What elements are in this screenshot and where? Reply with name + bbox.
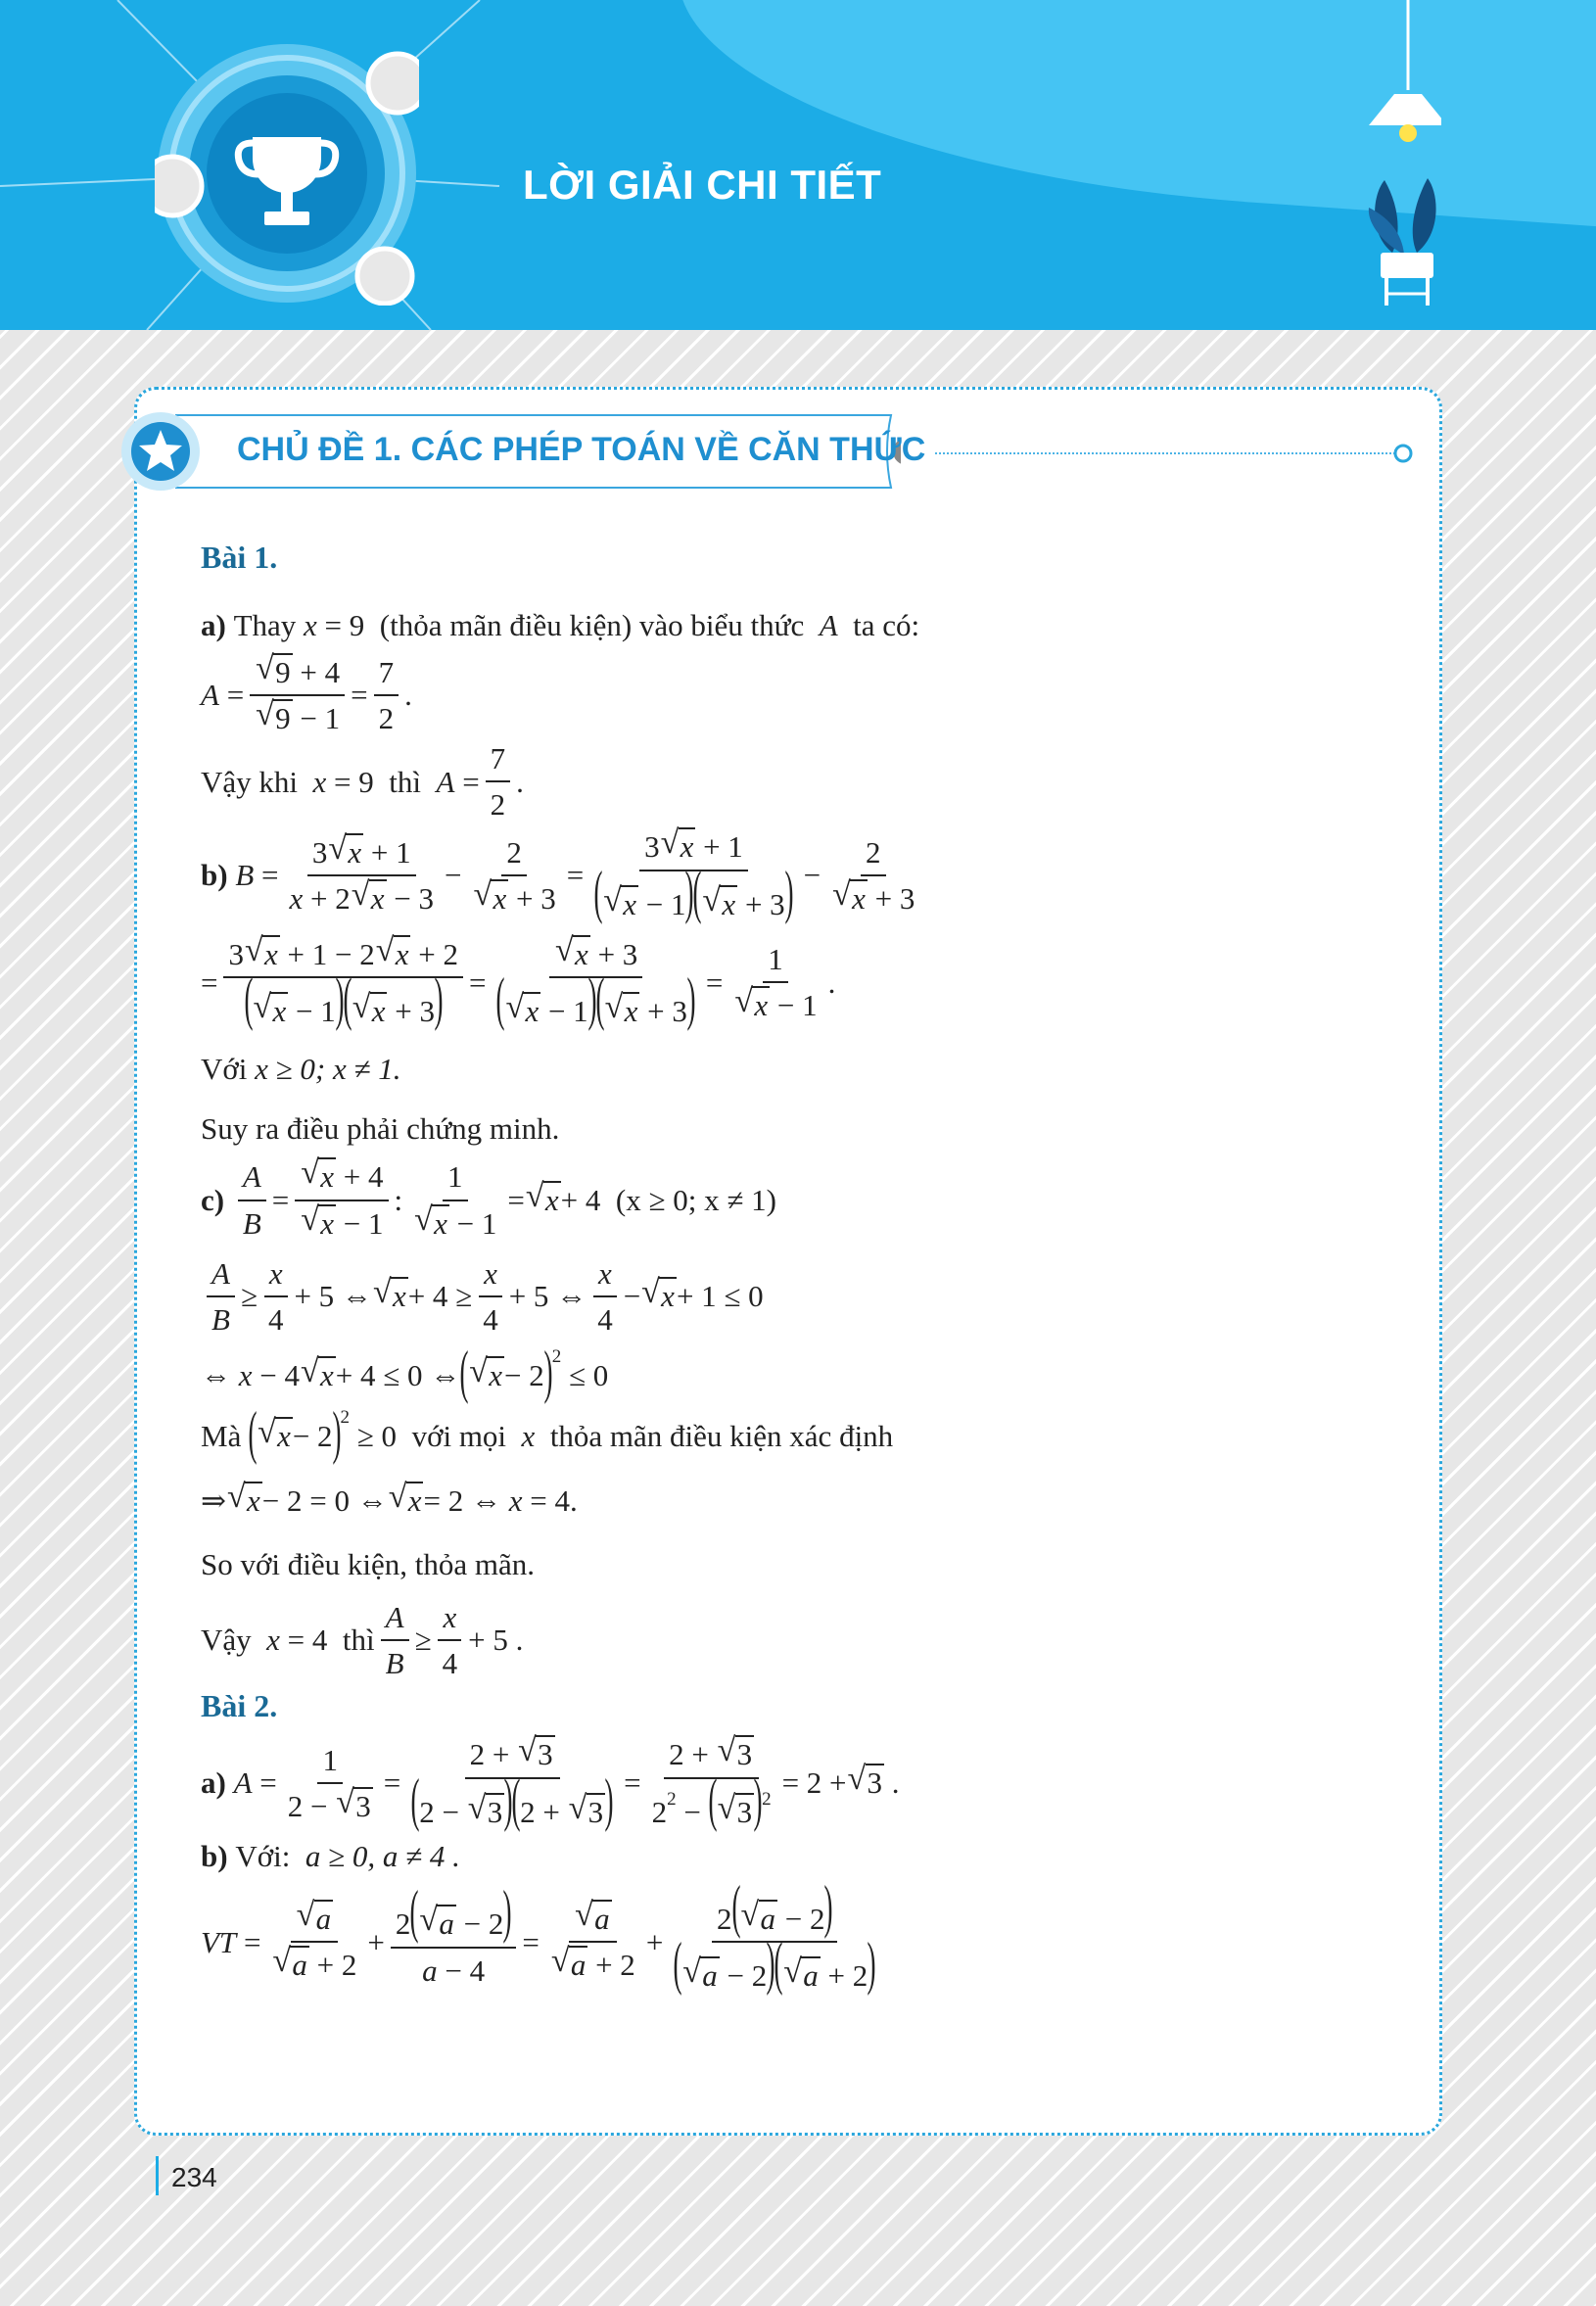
part-label: b) (201, 858, 228, 893)
exercise-title: Bài 1. (201, 540, 278, 575)
plant-icon (1363, 174, 1451, 311)
condition: (x ≥ 0; x ≠ 1) (615, 1183, 776, 1218)
equation: ⇔ x − 4 √ x + 4 ≤ 0 ⇔ ( √ x − 2 ) 2 ≤ 0 (201, 1355, 1385, 1394)
topic-divider (935, 452, 1395, 454)
exercise-title: Bài 2. (201, 1687, 278, 1723)
solution-content (201, 529, 1385, 1997)
part-label: c) (201, 1183, 225, 1218)
equation: A = √ 9 + 4 √ 9 − 1 = $\frac{7}{2}$ . (201, 654, 1385, 736)
text: thì (389, 764, 421, 799)
condition-line (201, 1051, 1385, 1087)
page-header (0, 0, 1596, 330)
lamp-icon (1343, 0, 1441, 157)
text: Vậy (201, 1623, 252, 1658)
text-line: So với điều kiện, thỏa mãn. (201, 1547, 535, 1582)
equation: = $\frac{3√ x + 1 - 2√ x + 2}{(√ x - 1)(√ x + 3)}$ = √ $\frac{x + 3}{(√ x - 1)(√ x + 3)}$ = 1 √ x − 1 . (201, 936, 1385, 1029)
condition-line (201, 1838, 1385, 1874)
text: Thay (233, 608, 297, 643)
condition: x ≥ 0; x ≠ 1. (255, 1052, 401, 1087)
equation: b) B = $\frac{3√ x + 1}{x + 2√ x - 3}$ − 2 √ x + 3 = $\frac{3√ x + 1}{(√ x - 1)(√ x + 3)}$ − 2 √ x + 3 (201, 828, 1385, 921)
part-label: a) (201, 608, 226, 643)
part-label: b) (201, 1838, 228, 1873)
equation: a) A = $\frac{1}{2 - √ 3}$ = $\frac{2 + √ 3}{(2 - √ 3)(2 + √ 3)}$ = $\frac{2 + √ 3}{2^2 - (√ 3)^2}$ = 2 + √ 3 . (201, 1736, 1385, 1829)
condition: a ≥ 0, a ≠ 4 . (305, 1838, 460, 1873)
text: Mà (201, 1418, 242, 1453)
equation: ⇒ √ x − 2 = 0 ⇔ √ x = 2 ⇔ x = 4. (201, 1482, 1385, 1519)
equation: c) $\frac{A}{B}$ = √ x + 4 √ x − 1 : 1 √ x − 1 = √ x + 4 (x ≥ 0; x ≠ 1) (201, 1158, 1385, 1241)
text: thì (342, 1623, 375, 1658)
text: Với: (235, 1838, 291, 1873)
equation: $\frac{A}{B}$ ≥ $\frac{x}{4}$ + 5 ⇔ √ x + 4 ≥ $\frac{x}{4}$ + 5 ⇔ $\frac{x}{4}$ − √ x + 1 ≤ 0 (201, 1255, 1385, 1338)
text: thỏa mãn điều kiện xác định (549, 1418, 894, 1453)
topic-label: CHỦ ĐỀ 1. CÁC PHÉP TOÁN VỀ CĂN THỨC (237, 431, 926, 468)
page-title: LỜI GIẢI CHI TIẾT (523, 162, 882, 208)
text: (thỏa mãn điều kiện) vào biểu thức (379, 608, 805, 643)
page-number-bar (156, 2156, 159, 2195)
equation: Mà ( √ x − 2 ) 2 ≥ 0 với mọi x thỏa mãn điều kiện xác định (201, 1416, 1385, 1455)
text: Vậy khi (201, 764, 299, 799)
equation: Vậy khi x = 9 thì A = $\frac{7}{2}$ . (201, 740, 524, 823)
equation: VT = √ a √ a + 2 + $\frac{2(√ a - 2)}{a - 4}$ = √ a √ a + 2 + $\frac{2(√ a - 2)}{(√ a - 2)(√ a + 2)}$ (201, 1890, 1385, 1994)
trophy-badge-icon (155, 41, 419, 306)
equation: Vậy x = 4 thì $\frac{A}{B}$ ≥ $\frac{x}{4}$ + 5 . (201, 1599, 524, 1680)
part-label: a) (201, 1765, 226, 1801)
topic-end-circle-icon (1392, 443, 1414, 464)
bai1-a-statement: a) Thay x = 9 (thỏa mãn điều kiện) vào biểu thức A ta có: (201, 608, 920, 643)
text-line: Suy ra điều phải chứng minh. (201, 1111, 560, 1147)
text: với mọi (411, 1418, 507, 1453)
text: Với (201, 1052, 248, 1087)
text: ta có: (853, 608, 920, 643)
page-number: 234 (171, 2162, 217, 2192)
